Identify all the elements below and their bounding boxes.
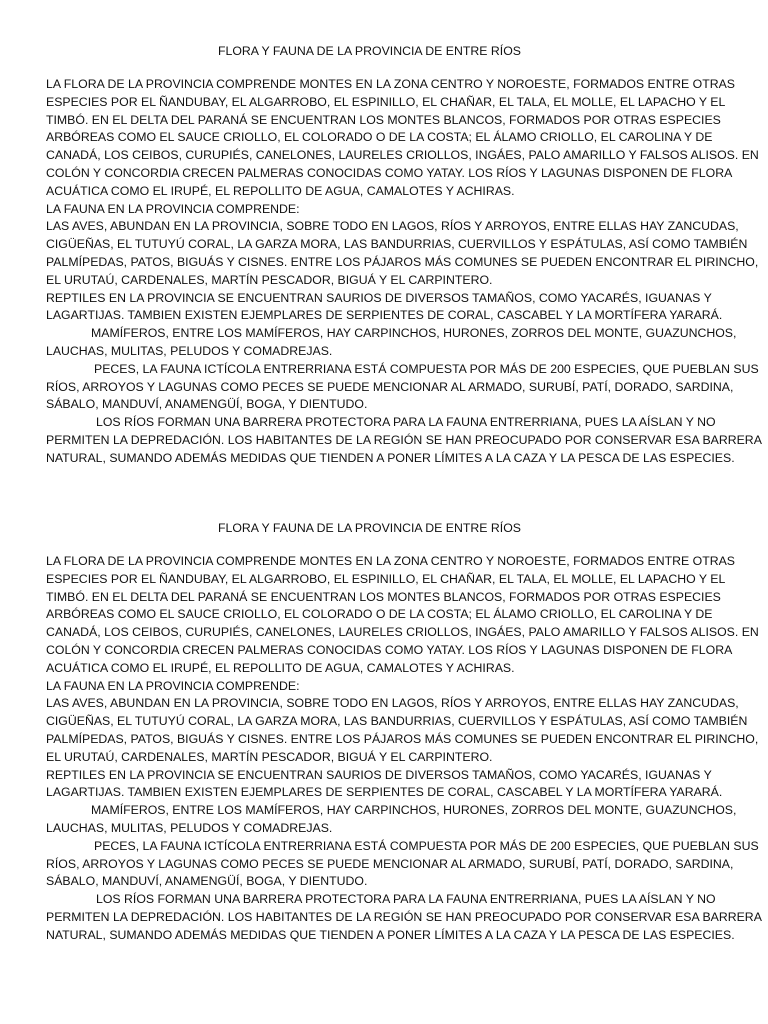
text-line: MAMÍFEROS, ENTRE LOS MAMÍFEROS, HAY CARPINCHOS, HURONES, ZORROS DEL MONTE, GUAZUNCHOS, — [91, 326, 737, 341]
document-section-1 — [46, 43, 762, 468]
text-line: ARBÓREAS COMO EL SAUCE CRIOLLO, EL COLORADO O DE LA COSTA; EL ÁLAMO CRIOLLO, EL CAROLINA Y DE — [46, 130, 713, 145]
text-line: PALMÍPEDAS, PATOS, BIGUÁS Y CISNES. ENTRE LOS PÁJAROS MÁS COMUNES SE PUEDEN ENCONTRAR EL PIRINCHO, — [46, 254, 759, 269]
text-line: LAS AVES, ABUNDAN EN LA PROVINCIA, SOBRE TODO EN LAGOS, RÍOS Y ARROYOS, ENTRE ELLAS HAY ZANCUDAS, — [46, 696, 739, 711]
text-line: PECES, LA FAUNA ICTÍCOLA ENTRERRIANA ESTÁ COMPUESTA POR MÁS DE 200 ESPECIES, QUE PUEBLAN SUS — [94, 838, 759, 853]
text-line: LA FLORA DE LA PROVINCIA COMPRENDE MONTES EN LA ZONA CENTRO Y NOROESTE, FORMADOS ENTRE OTRAS — [46, 554, 735, 568]
text-line: EL URUTAÚ, CARDENALES, MARTÍN PESCADOR, BIGUÁ Y EL CARPINTERO. — [46, 749, 493, 764]
text-line: LA FAUNA EN LA PROVINCIA COMPRENDE: — [46, 201, 300, 216]
text-line: CIGÜEÑAS, EL TUTUYÚ CORAL, LA GARZA MORA, LAS BANDURRIAS, CUERVILLOS Y ESPÁTULAS, ASÍ COMO TAMBIÉN — [46, 714, 748, 729]
text-line: COLÓN Y CONCORDIA CRECEN PALMERAS CONOCIDAS COMO YATAY. LOS RÍOS Y LAGUNAS DISPONEN DE FLORA — [46, 642, 733, 657]
aves-paragraph — [46, 695, 759, 766]
text-line: SÁBALO, MANDUVÍ, ANAMENGÜÍ, BOGA, Y DIENTUDO. — [46, 874, 368, 889]
text-line: ARBÓREAS COMO EL SAUCE CRIOLLO, EL COLORADO O DE LA COSTA; EL ÁLAMO CRIOLLO, EL CAROLINA Y DE — [46, 607, 713, 622]
text-line: COLÓN Y CONCORDIA CRECEN PALMERAS CONOCIDAS COMO YATAY. LOS RÍOS Y LAGUNAS DISPONEN DE FLORA — [46, 165, 733, 180]
text-line: ESPECIES POR EL ÑANDUBAY, EL ALGARROBO, EL ESPINILLO, EL CHAÑAR, EL TALA, EL MOLLE, EL LAPACHO Y EL — [46, 94, 726, 109]
text-line: LOS RÍOS FORMAN UNA BARRERA PROTECTORA PARA LA FAUNA ENTRERRIANA, PUES LA AÍSLAN Y NO — [96, 892, 716, 907]
text-line: PERMITEN LA DEPREDACIÓN. LOS HABITANTES DE LA REGIÓN SE HAN PREOCUPADO POR CONSERVAR ESA BARRERA — [46, 909, 762, 924]
text-line: SÁBALO, MANDUVÍ, ANAMENGÜÍ, BOGA, Y DIENTUDO. — [46, 397, 368, 412]
document-section-2 — [46, 520, 762, 945]
reptiles-paragraph — [46, 290, 722, 326]
text-line: TIMBÓ. EN EL DELTA DEL PARANÁ SE ENCUENTRAN LOS MONTES BLANCOS, FORMADOS POR OTRAS ESPECIES — [46, 589, 721, 604]
flora-paragraph — [46, 76, 759, 201]
rios-paragraph — [46, 414, 762, 467]
text-line: CANADÁ, LOS CEIBOS, CURUPIÉS, CANELONES, LAURELES CRIOLLOS, INGÁES, PALO AMARILLO Y FALSOS ALISOS. EN — [46, 625, 759, 640]
text-line: LAGARTIJAS. TAMBIEN EXISTEN EJEMPLARES DE SERPIENTES DE CORAL, CASCABEL Y LA MORTÍFERA YARARÁ. — [46, 308, 723, 323]
document-title: FLORA Y FAUNA DE LA PROVINCIA DE ENTRE RÍOS — [218, 44, 521, 58]
text-line: PECES, LA FAUNA ICTÍCOLA ENTRERRIANA ESTÁ COMPUESTA POR MÁS DE 200 ESPECIES, QUE PUEBLAN SUS — [94, 361, 759, 376]
text-line: ESPECIES POR EL ÑANDUBAY, EL ALGARROBO, EL ESPINILLO, EL CHAÑAR, EL TALA, EL MOLLE, EL LAPACHO Y EL — [46, 571, 726, 586]
peces-paragraph — [46, 838, 759, 891]
text-line: LAS AVES, ABUNDAN EN LA PROVINCIA, SOBRE TODO EN LAGOS, RÍOS Y ARROYOS, ENTRE ELLAS HAY ZANCUDAS, — [46, 219, 739, 234]
text-line: ACUÁTICA COMO EL IRUPÉ, EL REPOLLITO DE AGUA, CAMALOTES Y ACHIRAS. — [46, 660, 515, 675]
text-line: PALMÍPEDAS, PATOS, BIGUÁS Y CISNES. ENTRE LOS PÁJAROS MÁS COMUNES SE PUEDEN ENCONTRAR EL PIRINCHO, — [46, 731, 759, 746]
text-line: REPTILES EN LA PROVINCIA SE ENCUENTRAN SAURIOS DE DIVERSOS TAMAÑOS, COMO YACARÉS, IGUANAS Y — [46, 767, 712, 782]
text-line: LOS RÍOS FORMAN UNA BARRERA PROTECTORA PARA LA FAUNA ENTRERRIANA, PUES LA AÍSLAN Y NO — [96, 415, 716, 430]
text-line: MAMÍFEROS, ENTRE LOS MAMÍFEROS, HAY CARPINCHOS, HURONES, ZORROS DEL MONTE, GUAZUNCHOS, — [91, 803, 737, 818]
text-line: CIGÜEÑAS, EL TUTUYÚ CORAL, LA GARZA MORA, LAS BANDURRIAS, CUERVILLOS Y ESPÁTULAS, ASÍ COMO TAMBIÉN — [46, 237, 748, 252]
text-line: LAUCHAS, MULITAS, PELUDOS Y COMADREJAS. — [46, 343, 333, 358]
mamiferos-paragraph — [46, 325, 737, 361]
text-line: LA FAUNA EN LA PROVINCIA COMPRENDE: — [46, 678, 300, 693]
text-line: NATURAL, SUMANDO ADEMÁS MEDIDAS QUE TIENDEN A PONER LÍMITES A LA CAZA Y LA PESCA DE LAS ESPECIES. — [46, 927, 735, 942]
text-line: RÍOS, ARROYOS Y LAGUNAS COMO PECES SE PUEDE MENCIONAR AL ARMADO, SURUBÍ, PATÍ, DORADO, SARDINA, — [46, 379, 734, 394]
aves-paragraph — [46, 218, 759, 289]
text-line: PERMITEN LA DEPREDACIÓN. LOS HABITANTES DE LA REGIÓN SE HAN PREOCUPADO POR CONSERVAR ESA BARRERA — [46, 432, 762, 447]
text-line: CANADÁ, LOS CEIBOS, CURUPIÉS, CANELONES, LAURELES CRIOLLOS, INGÁES, PALO AMARILLO Y FALSOS ALISOS. EN — [46, 148, 759, 163]
text-line: EL URUTAÚ, CARDENALES, MARTÍN PESCADOR, BIGUÁ Y EL CARPINTERO. — [46, 272, 493, 287]
text-line: RÍOS, ARROYOS Y LAGUNAS COMO PECES SE PUEDE MENCIONAR AL ARMADO, SURUBÍ, PATÍ, DORADO, SARDINA, — [46, 856, 734, 871]
text-line: LAGARTIJAS. TAMBIEN EXISTEN EJEMPLARES DE SERPIENTES DE CORAL, CASCABEL Y LA MORTÍFERA YARARÁ. — [46, 785, 723, 800]
text-line: TIMBÓ. EN EL DELTA DEL PARANÁ SE ENCUENTRAN LOS MONTES BLANCOS, FORMADOS POR OTRAS ESPECIES — [46, 112, 721, 127]
mamiferos-paragraph — [46, 802, 737, 838]
text-line: LAUCHAS, MULITAS, PELUDOS Y COMADREJAS. — [46, 820, 333, 835]
flora-paragraph — [46, 553, 759, 678]
peces-paragraph — [46, 361, 759, 414]
text-line: ACUÁTICA COMO EL IRUPÉ, EL REPOLLITO DE AGUA, CAMALOTES Y ACHIRAS. — [46, 183, 515, 198]
text-line: REPTILES EN LA PROVINCIA SE ENCUENTRAN SAURIOS DE DIVERSOS TAMAÑOS, COMO YACARÉS, IGUANAS Y — [46, 290, 712, 305]
rios-paragraph — [46, 891, 762, 944]
fauna-intro — [46, 201, 722, 219]
text-line: NATURAL, SUMANDO ADEMÁS MEDIDAS QUE TIENDEN A PONER LÍMITES A LA CAZA Y LA PESCA DE LAS ESPECIES. — [46, 450, 735, 465]
reptiles-paragraph — [46, 767, 722, 803]
text-line: LA FLORA DE LA PROVINCIA COMPRENDE MONTES EN LA ZONA CENTRO Y NOROESTE, FORMADOS ENTRE OTRAS — [46, 77, 735, 91]
document-title: FLORA Y FAUNA DE LA PROVINCIA DE ENTRE RÍOS — [218, 521, 521, 535]
fauna-intro — [46, 678, 722, 696]
